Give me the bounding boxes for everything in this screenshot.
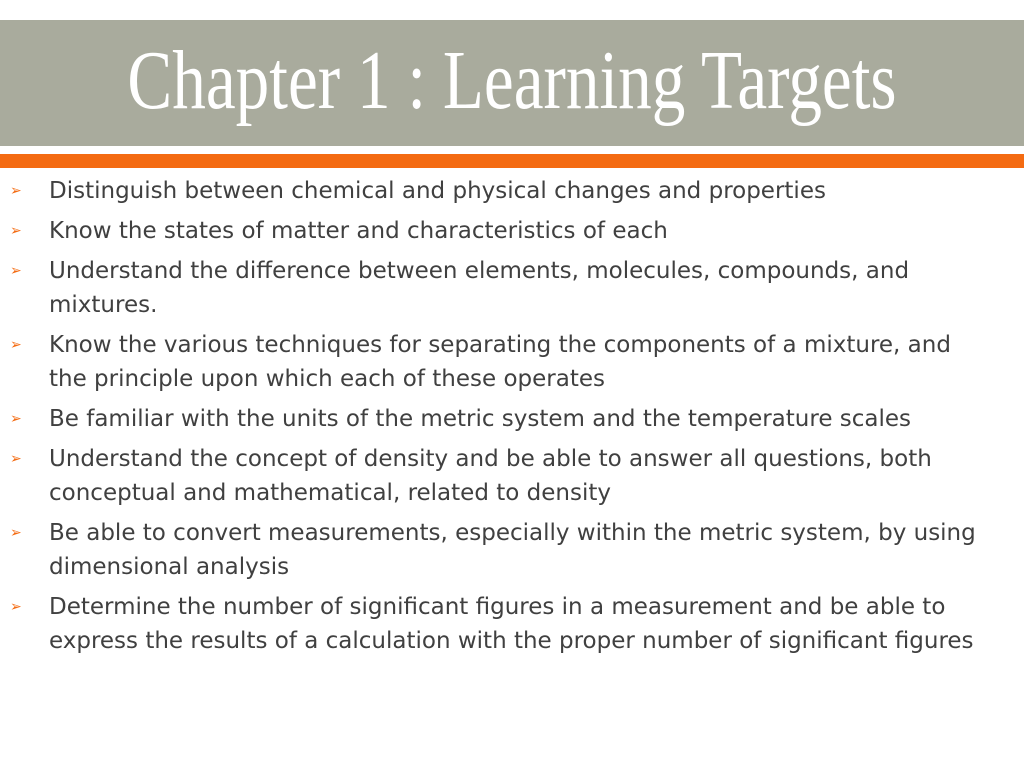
- list-item: [0, 442, 1024, 510]
- list-item-text: Distinguish between chemical and physical changes and properties: [49, 178, 826, 204]
- list-item: [0, 328, 1024, 396]
- arrowhead-bullet-icon: ➢: [10, 337, 22, 353]
- arrowhead-bullet-icon: ➢: [10, 411, 22, 427]
- list-item-text: Be able to convert measurements, especially within the metric system, by using dimensional analysis: [49, 520, 976, 580]
- list-item-text: Know the various techniques for separating the components of a mixture, and the principle upon which each of these operates: [49, 332, 951, 392]
- accent-divider: [0, 154, 1024, 168]
- arrowhead-bullet-icon: ➢: [10, 183, 22, 199]
- list-item-text: Understand the concept of density and be able to answer all questions, both conceptual and mathematical, related to density: [49, 446, 932, 506]
- list-item: [0, 516, 1024, 584]
- list-item: [0, 590, 1024, 658]
- list-item: [0, 254, 1024, 322]
- arrowhead-bullet-icon: ➢: [10, 263, 22, 279]
- title-band: [0, 20, 1024, 146]
- list-item-text: Know the states of matter and characteristics of each: [49, 218, 668, 244]
- slide-content: [0, 174, 1024, 764]
- arrowhead-bullet-icon: ➢: [10, 599, 22, 615]
- arrowhead-bullet-icon: ➢: [10, 525, 22, 541]
- list-item-text: Determine the number of significant figures in a measurement and be able to express the results of a calculation with the proper number of significant figures: [49, 594, 974, 654]
- list-item: [0, 402, 1024, 436]
- arrowhead-bullet-icon: ➢: [10, 451, 22, 467]
- list-item-text: Be familiar with the units of the metric system and the temperature scales: [49, 406, 912, 432]
- list-item: [0, 214, 1024, 248]
- slide-title: Chapter 1 : Learning Targets: [127, 34, 897, 127]
- list-item-text: Understand the difference between elements, molecules, compounds, and mixtures.: [49, 258, 910, 318]
- learning-targets-list: [0, 174, 1024, 658]
- arrowhead-bullet-icon: ➢: [10, 223, 22, 239]
- list-item: [0, 174, 1024, 208]
